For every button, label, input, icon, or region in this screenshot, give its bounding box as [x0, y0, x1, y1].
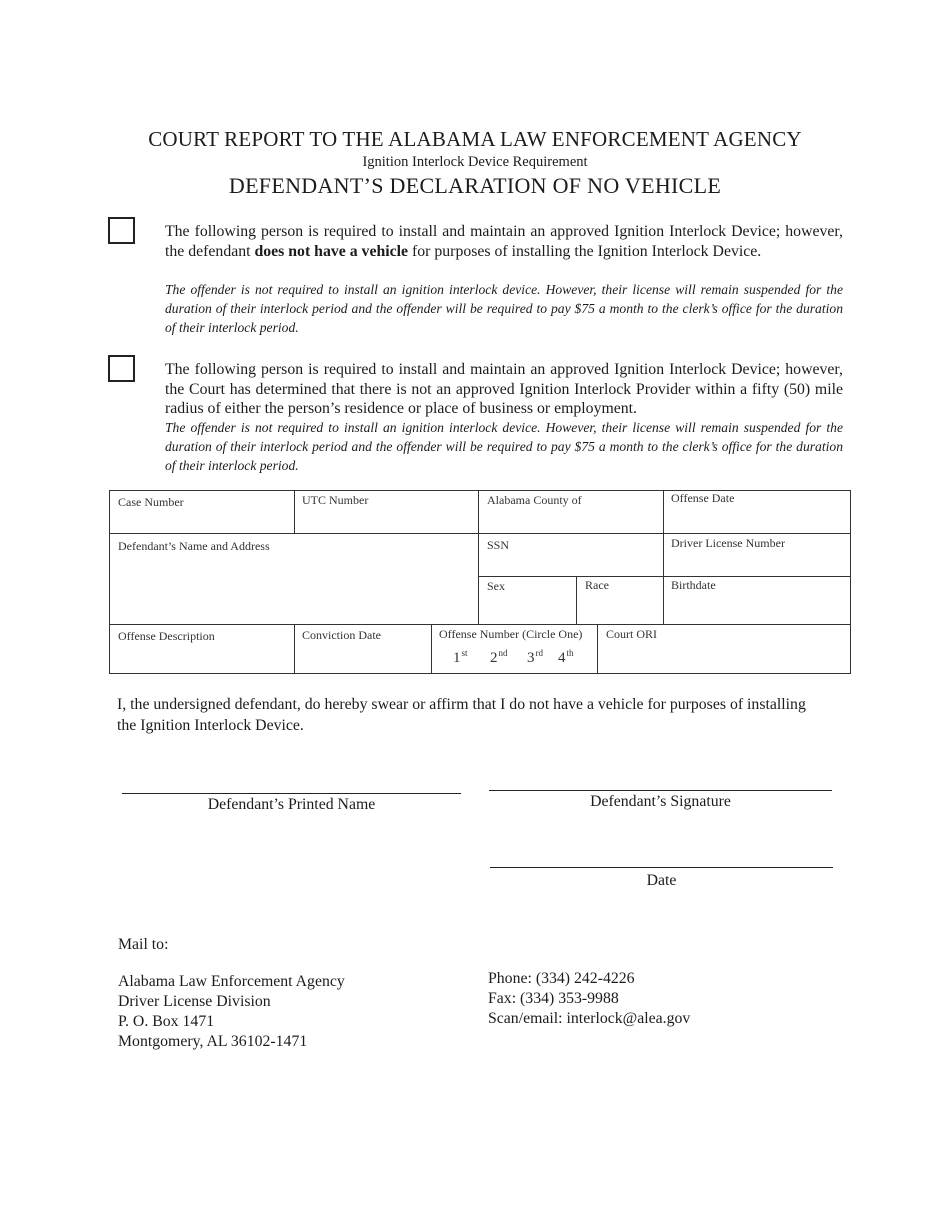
printed-name-label: Defendant’s Printed Name [207, 796, 376, 813]
offense-option-number: 3 [527, 650, 535, 666]
utc-number-field[interactable]: UTC Number [302, 493, 369, 507]
offense-option-suffix: th [566, 648, 574, 658]
signature-line[interactable] [489, 790, 832, 791]
no-vehicle-checkbox[interactable] [108, 217, 135, 244]
option1-bold-text: does not have a vehicle [254, 242, 409, 260]
option1-statement [165, 222, 843, 261]
offense-option-suffix: st [461, 648, 468, 658]
printed-name-line[interactable] [122, 793, 461, 794]
fax: Fax: (334) 353-9988 [488, 990, 619, 1007]
no-provider-checkbox[interactable] [108, 355, 135, 382]
race-field[interactable]: Race [585, 578, 609, 592]
offense-option-3rd[interactable] [527, 648, 543, 667]
offense-option-number: 2 [490, 650, 498, 666]
option2-statement: The following person is required to install and maintain an approved Ignition Interlock Device; however, the Court has determined that there is not an approved Ignition Interlock Provider within a fifty (50) mile radius of either the person’s residence or place of business or employment. [165, 361, 843, 417]
email[interactable]: Scan/email: interlock@alea.gov [488, 1010, 691, 1027]
county-field[interactable]: Alabama County of [487, 493, 582, 507]
option2-note: The offender is not required to install an ignition interlock device. However, their license will remain suspended for the duration of their interlock period and the offender will be required to pay $75 a month to the clerk’s office for the duration of their interlock period. [165, 420, 843, 473]
option1-note: The offender is not required to install an ignition interlock device. However, their license will remain suspended for the duration of their interlock period and the offender will be required to pay $75 a month to the clerk’s office for the duration of their interlock period. [165, 282, 843, 335]
offense-option-suffix: nd [498, 648, 508, 658]
offense-description-field[interactable]: Offense Description [118, 629, 215, 643]
contact-info [488, 969, 690, 1029]
conviction-date-field[interactable]: Conviction Date [302, 628, 381, 642]
option1-text-before: The following person is required to install and maintain an approved Ignition Interlock Device; however, the defendant [165, 223, 843, 260]
offense-date-field[interactable]: Offense Date [671, 491, 735, 505]
address-line: Montgomery, AL 36102-1471 [118, 1033, 308, 1050]
form-title: DEFENDANT’S DECLARATION OF NO VEHICLE [228, 173, 722, 198]
offense-number-label: Offense Number (Circle One) [439, 627, 583, 641]
address-line: P. O. Box 1471 [118, 1013, 215, 1030]
form-subheading: Ignition Interlock Device Requirement [362, 154, 588, 170]
offense-option-number: 1 [453, 650, 461, 666]
offense-option-number: 4 [558, 650, 566, 666]
birthdate-field[interactable]: Birthdate [671, 578, 716, 592]
form-heading: COURT REPORT TO THE ALABAMA LAW ENFORCEMENT AGENCY [148, 127, 802, 151]
declaration-statement: I, the undersigned defendant, do hereby swear or affirm that I do not have a vehicle for purposes of installing the Ignition Interlock Device. [117, 696, 806, 734]
sex-field[interactable]: Sex [487, 579, 505, 593]
date-line[interactable] [490, 867, 833, 868]
defendant-name-address-field[interactable]: Defendant’s Name and Address [118, 539, 270, 553]
mailing-address [118, 972, 345, 1052]
date-label: Date [646, 872, 677, 889]
offense-option-4th[interactable] [558, 648, 574, 667]
court-ori-field[interactable]: Court ORI [606, 627, 657, 641]
address-line: Alabama Law Enforcement Agency [118, 973, 345, 990]
option1-text-after: for purposes of installing the Ignition Interlock Device. [408, 242, 762, 260]
signature-label: Defendant’s Signature [590, 793, 731, 810]
mail-to-label: Mail to: [118, 936, 169, 953]
offense-option-1st[interactable] [453, 648, 468, 667]
driver-license-number-field[interactable]: Driver License Number [671, 536, 785, 550]
ssn-field[interactable]: SSN [487, 538, 510, 552]
address-line: Driver License Division [118, 993, 271, 1010]
offense-option-2nd[interactable] [490, 648, 508, 667]
case-number-field[interactable]: Case Number [118, 495, 184, 509]
phone: Phone: (334) 242-4226 [488, 970, 635, 987]
offense-option-suffix: rd [535, 648, 543, 658]
